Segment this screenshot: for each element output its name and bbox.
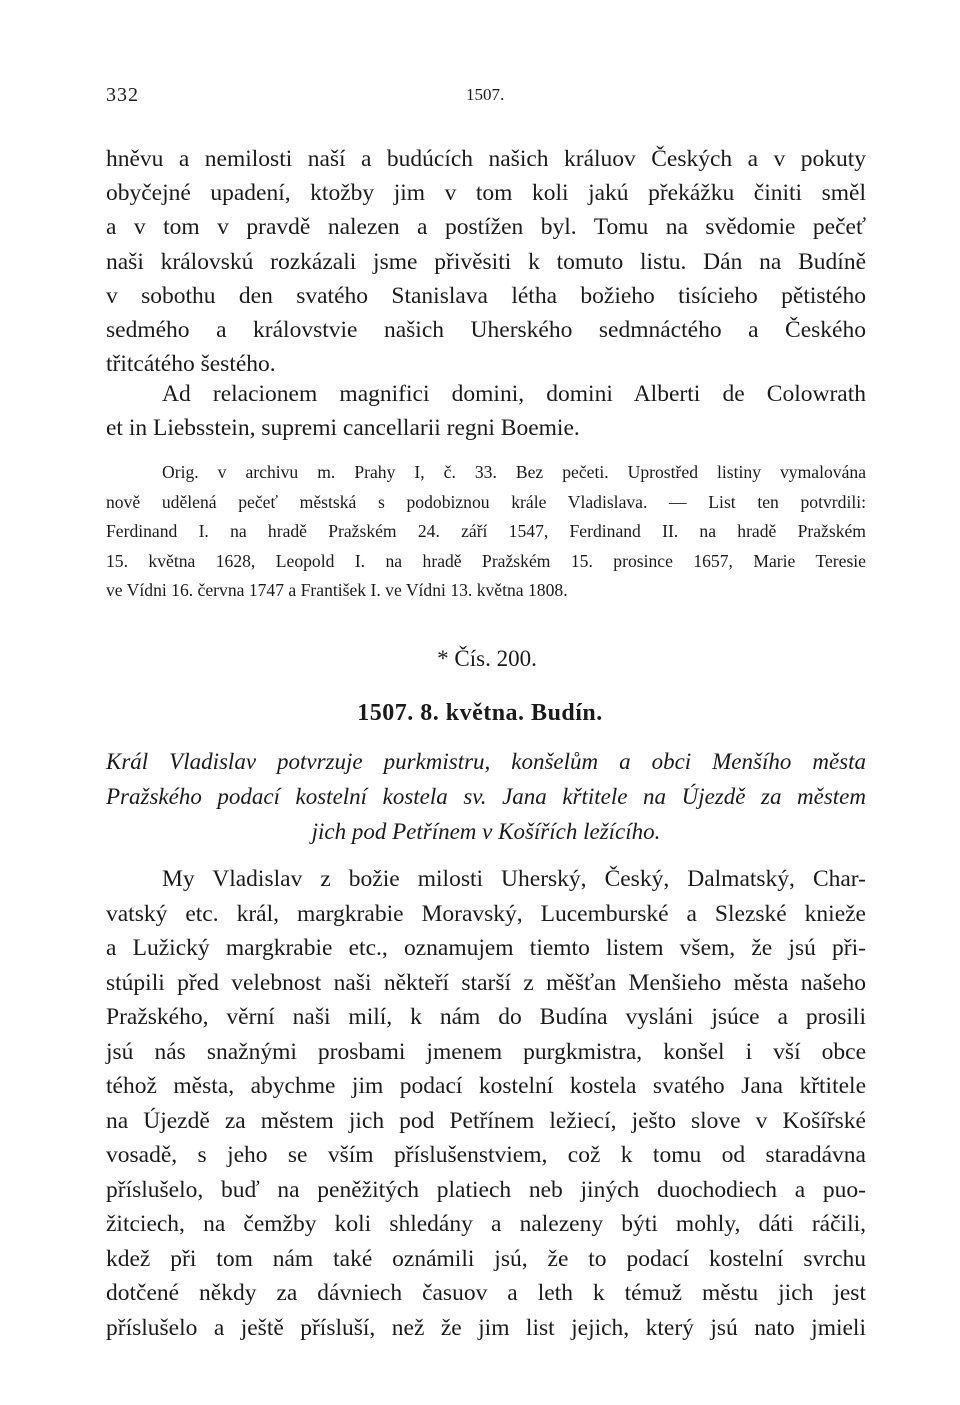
text-line: kdež při tom nám také oznámili jsú, že to podací kostelní svrchu [106,1245,866,1272]
text-line: a v tom v pravdě nalezen a postížen byl. Tomu na svědomie pečeť [106,214,866,241]
text-line: stúpili před velebnost naši někteří starší z měšťan Menšieho města našeho [106,969,866,996]
text-line: na Újezdě za městem jich pod Petřínem ležiecí, ješto slove v Košířské [106,1107,866,1134]
note-line: Ferdinand I. na hradě Pražském 24. září 1547, Ferdinand II. na hradě Pražském [106,521,866,541]
relacio-note [106,377,866,445]
text-line: hněvu a nemilosti naší a budúcích našich králuov Českých a v pokuty [106,146,866,172]
regest-line: Král Vladislav potvrzuje purkmistru, konšelům a obci Menšího města [106,749,866,774]
text-line: v sobothu den svatého Stanislava létha božieho tisícieho pětistého [106,282,866,309]
previous-document-ending [106,142,866,381]
text-line: My Vladislav z božie milosti Uherský, Český, Dalmatský, Char- [162,866,866,892]
text-line: příslušelo, buď na peněžitých platiech neb jiných duochodiech a puo- [106,1176,866,1203]
text-line: Ad relacionem magnifici domini, domini Alberti de Colowrath [162,381,866,407]
text-line: třitcátého šestého. [106,351,276,378]
text-line: Pražského, věrní naši milí, k nám do Budína vysláni jsúce a prosili [106,1004,866,1030]
text-line: vatský etc. král, margkrabie Moravský, Lucemburské a Slezské knieže [106,900,866,927]
text-line: naši královskú rozkázali jsme přivěsiti k tomuto listu. Dán na Budíně [106,248,866,275]
text-line: et in Liebsstein, supremi cancellarii regni Boemie. [106,415,580,442]
document-number: * Čís. 200. [437,646,537,671]
note-line: ve Vídni 16. června 1747 a František I. ve Vídni 13. května 1808. [106,580,568,600]
running-head-year: 1507. [466,85,505,104]
regest-line: jich pod Petřínem v Košířích ležícího. [311,819,661,844]
note-line: 15. května 1628, Leopold I. na hradě Pražském 15. prosince 1657, Marie Teresie [106,550,866,571]
text-line: téhož města, abychme jim podací kostelní kostela svatého Jana křtitele [106,1073,866,1099]
regest-line: Pražského podací kostelní kostela sv. Jana křtitele na Újezdě za městem [106,784,866,809]
text-line: a Lužický margkrabie etc., oznamujem tiemto listem všem, že jsú při- [106,935,866,961]
note-line: Orig. v archivu m. Prahy I, č. 33. Bez pečeti. Uprostřed listiny vymalována [162,462,866,482]
text-line: příslušelo a ještě přísluší, než že jim list jejich, který jsú nato jmieli [106,1314,866,1341]
note-line: nově udělená pečeť městská s podobiznou krále Vladislava. — List ten potvrdili: [106,491,866,512]
text-line: vosadě, s jeho se vším příslušenstviem, což k tomu od staradávna [106,1142,866,1168]
document-body [106,862,866,1345]
text-line: dotčené někdy za dávniech časuov a leth k témuž městu jich jest [106,1280,866,1306]
text-line: sedmého a královstvie našich Uherského sedmnáctého a Českého [106,316,866,343]
text-line: jsú nás snažnými prosbami jmenem purgkmistra, konšel i vší obce [106,1038,866,1065]
document-regest [106,744,866,849]
text-line: žitciech, na čemžby koli shledány a nalezeny býti mohly, dáti ráčili, [106,1211,866,1237]
archival-note [106,458,866,606]
document-date-place: 1507. 8. května. Budín. [357,700,603,726]
page-number: 332 [106,84,139,106]
page-header [106,84,866,114]
text-line: obyčejné upadení, ktožby jim v tom koli jakú překážku činiti směl [106,180,866,207]
